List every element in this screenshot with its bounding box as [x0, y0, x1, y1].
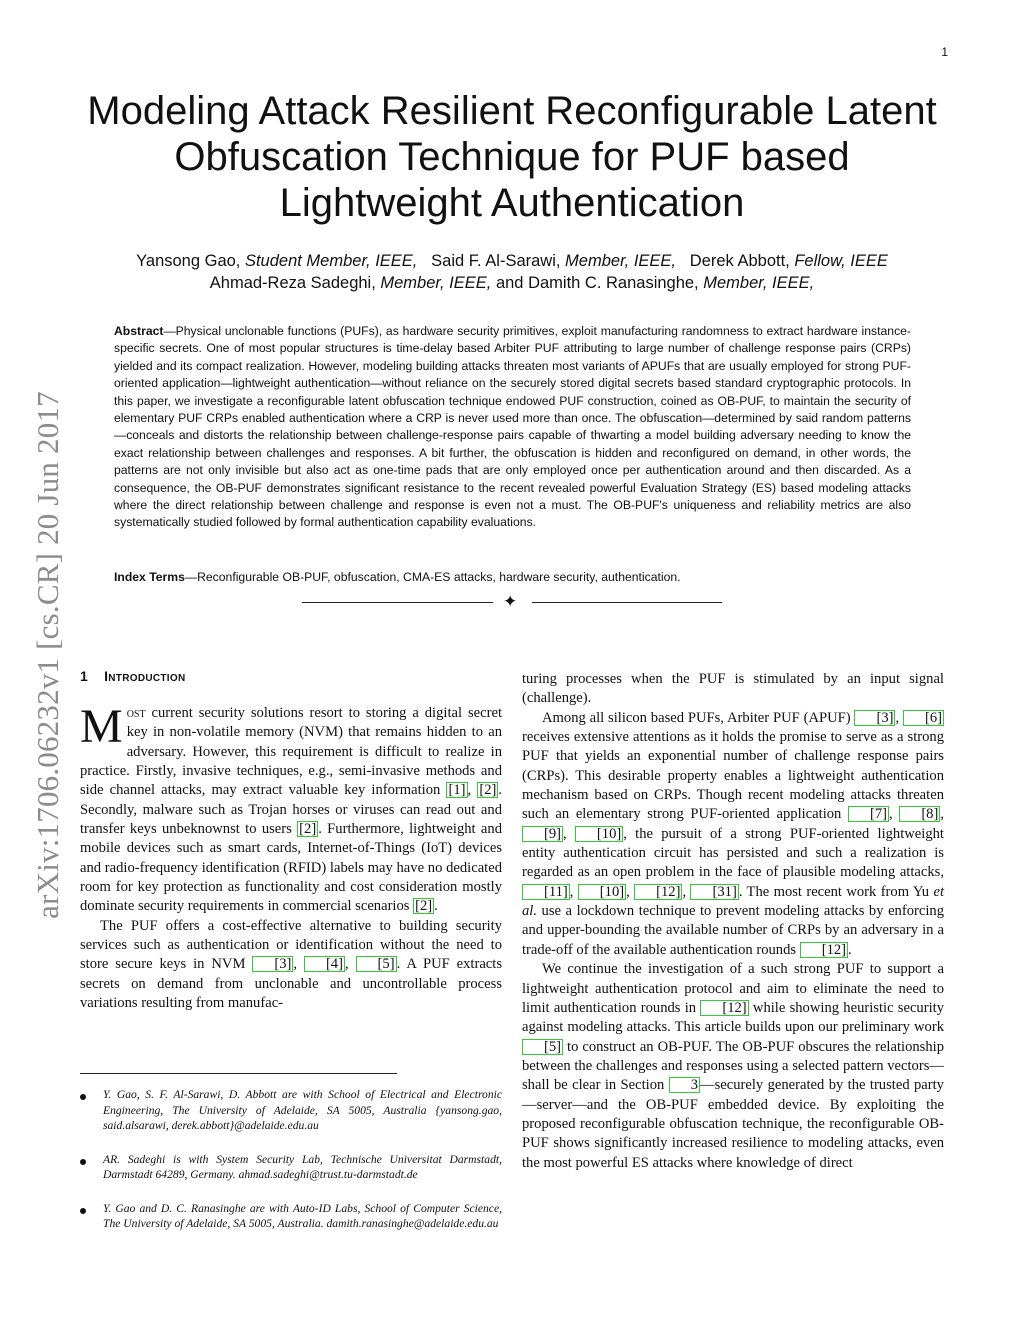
paragraph-text: ,	[344, 956, 356, 973]
paragraph-text: ,	[895, 709, 903, 726]
footnote-text: AR. Sadeghi is with System Security Lab, Technische Universitat Darmstadt, Darmstadt 64289, Germany. ahmad.sadeghi@trust.tu-darmstadt.de	[103, 1152, 502, 1181]
intro-paragraph-continued	[522, 670, 944, 709]
index-terms-text: —Reconfigurable OB-PUF, obfuscation, CMA-ES attacks, hardware security, authentication.	[184, 570, 681, 584]
abstract	[114, 323, 911, 532]
citation-link[interactable]: [8]	[899, 806, 940, 822]
paragraph-text: ,	[293, 956, 304, 973]
paragraph-text: .	[434, 898, 438, 915]
paragraph-text: ,	[889, 806, 900, 823]
title-line-2: Obfuscation Technique for PUF based	[174, 135, 850, 179]
citation-link[interactable]: [1]	[448, 782, 466, 799]
footnote-item	[80, 1087, 502, 1134]
citation-link[interactable]: [3]	[252, 956, 293, 972]
section-reference-link[interactable]: 3	[669, 1077, 700, 1093]
footnote-item	[80, 1201, 502, 1232]
footnote-rule	[80, 1073, 397, 1074]
citation-link[interactable]: [6]	[903, 710, 944, 726]
paragraph-text: . A PUF extracts secrets on demand from unclonable and uncontrollable process variations resulting from manufac-	[80, 956, 503, 1012]
index-terms-label: Index Terms	[114, 570, 185, 584]
paragraph-text: ,	[682, 883, 691, 900]
citation-link[interactable]: [3]	[854, 710, 895, 726]
citation-link[interactable]: [5]	[522, 1039, 563, 1055]
author-name: Ahmad-Reza Sadeghi,	[209, 274, 381, 292]
paragraph-text: . The most recent work from Yu	[738, 883, 934, 900]
index-terms	[114, 569, 911, 586]
paragraph-text: ,	[467, 782, 478, 799]
footnote-text: Y. Gao and D. C. Ranasinghe are with Auto-ID Labs, School of Computer Science, The University of Adelaide, SA 5005, Australia. damith.ranasinghe@adelaide.edu.au	[103, 1201, 502, 1230]
citation-link[interactable]: [9]	[522, 826, 563, 842]
citation-link[interactable]: [10]	[578, 884, 626, 900]
paragraph-text: ,	[940, 806, 944, 823]
page-number: 1	[941, 45, 948, 59]
left-column	[80, 668, 502, 1014]
lead-word: ost	[126, 705, 146, 721]
paragraph-text: use a lockdown technique to prevent modeling attacks by enforcing and upper-bounding the available number of CRPs by an adversary in a trade-off of the available authentication rounds	[522, 903, 944, 958]
paragraph-text: , the pursuit of a strong PUF-oriented lightweight entity authentication circuit has persisted and such a realization is regarded as an open problem in the face of plausible modeling attacks,	[522, 825, 944, 881]
divider-star-icon: ✦	[503, 592, 518, 611]
citation-link[interactable]: [2]	[299, 821, 317, 838]
author-name: Damith C. Ranasinghe,	[528, 274, 704, 292]
citation-link[interactable]: [2]	[415, 898, 433, 915]
paragraph-text: turing processes when the PUF is stimulated by an input signal (challenge).	[522, 671, 944, 707]
arxiv-sidebar-stamp	[18, 360, 78, 950]
intro-paragraph-3	[522, 709, 944, 960]
citation-link[interactable]: [7]	[848, 806, 889, 822]
paragraph-text: The PUF offers a cost-effective alternative to building security services such as authentication or identification without the need to store secure keys in NVM	[80, 917, 502, 973]
bullet-icon	[80, 1094, 86, 1100]
divider-line-left	[302, 602, 493, 603]
intro-paragraph-2	[80, 917, 502, 1014]
paper-title	[60, 88, 964, 226]
section-number: 1	[80, 668, 89, 684]
paragraph-text: ,	[569, 883, 578, 900]
intro-paragraph-4	[522, 960, 944, 1173]
title-line-3: Lightweight Authentication	[279, 181, 745, 225]
paragraph-text: current security solutions resort to storing a digital secret key in non-volatile memory (NVM) that remains hidden to an adversary. However, this requirement is difficult to realize in practice. Firstly, invasive techniques, e.g., semi-invasive methods and side channel attacks, may extract valuable key information	[80, 705, 502, 799]
author-role: Student Member, IEEE,	[244, 252, 418, 270]
paragraph-text: We continue the investigation of a such strong PUF to support a lightweight authentication protocol and aim to eliminate the need to limit authentication rounds in	[522, 961, 944, 1016]
citation-link[interactable]: [11]	[522, 884, 570, 900]
paragraph-text: to construct an OB-PUF. The OB-PUF obscures the relationship between the challenges and responses using a selected pattern vectors—shall be clear in Section	[522, 1038, 944, 1094]
citation-link[interactable]: [12]	[700, 1000, 748, 1016]
citation-link[interactable]: [31]	[690, 884, 738, 900]
paragraph-text: ,	[563, 825, 575, 842]
section-divider	[300, 592, 724, 614]
abstract-label: Abstract	[114, 324, 164, 338]
footnote-text: Y. Gao, S. F. Al-Sarawi, D. Abbott are with School of Electrical and Electronic Engineering, The University of Adelaide, SA 5005, Australia {yansong.gao, said.alsarawi, derek.abbott}@adelaide.edu.au	[103, 1088, 502, 1132]
author-list	[60, 250, 964, 294]
bullet-icon	[80, 1208, 86, 1214]
paragraph-text: while showing heuristic security against modeling attacks. This article builds upon our preliminary work	[522, 999, 944, 1036]
citation-link[interactable]: [5]	[356, 956, 397, 972]
paragraph-text: receives extensive attentions as it holds the promise to serve as a strong PUF that yields an exponential number of challenge response pairs (CRPs). This desirable property enables a lightweight authentication mechanism based on CRPs. Though recent modeling attacks threaten such an elementary strong PUF-oriented application	[522, 729, 944, 823]
title-line-1: Modeling Attack Resilient Reconfigurable Latent	[87, 89, 937, 133]
footnotes	[80, 1087, 502, 1250]
author-role: Member, IEEE,	[380, 274, 492, 292]
intro-paragraph-1	[80, 700, 503, 917]
paragraph-text: —securely generated by the trusted party—server—and the OB-PUF embedded device. By exploiting the proposed reconfigurable obfuscation technique, the reconfigurable OB-PUF shows significantly increased resilience to modeling attacks, even the most powerful ES attacks where knowledge of direct	[522, 1077, 944, 1171]
citation-link[interactable]: [12]	[800, 942, 848, 958]
author-name: Said F. Al-Sarawi,	[431, 252, 566, 270]
citation-link[interactable]: [12]	[634, 884, 682, 900]
dropcap-letter: M	[80, 700, 123, 753]
paragraph-text: Among all silicon based PUFs, Arbiter PUF (APUF)	[542, 709, 855, 726]
section-title: Introduction	[104, 668, 186, 684]
footnote-item	[80, 1152, 502, 1183]
citation-link[interactable]: [4]	[304, 956, 345, 972]
author-conjunction: and	[491, 274, 529, 292]
paragraph-text: .	[848, 941, 852, 958]
right-column	[522, 670, 944, 1173]
paragraph-text: . Secondly, malware such as Trojan horses or viruses can read out and transfer keys unbeknownst to users	[80, 782, 503, 838]
section-heading	[80, 668, 502, 684]
et-al-text: et al.	[522, 883, 945, 920]
divider-line-right	[532, 602, 722, 603]
author-name: Derek Abbott,	[689, 252, 795, 270]
paragraph-text: ,	[626, 883, 635, 900]
arxiv-identifier: arXiv:1706.06232v1 [cs.CR] 20 Jun 2017	[30, 391, 65, 919]
citation-link[interactable]: [10]	[575, 826, 623, 842]
citation-link[interactable]: [2]	[479, 782, 497, 799]
author-role: Fellow, IEEE	[794, 252, 888, 270]
author-role: Member, IEEE,	[703, 274, 815, 292]
paragraph-text: . Furthermore, lightweight and mobile devices such as smart cards, Internet-of-Things (IoT) devices and radio-frequency identification (RFID) labels may have no dedicated room for key protection as functionality and cost consideration mostly dominate security requirements in commercial scenarios	[80, 821, 502, 915]
abstract-text: —Physical unclonable functions (PUFs), as hardware security primitives, exploit manufacturing randomness to extract hardware instance-specific secrets. One of most popular structures is time-delay based Arbiter PUF attributing to large number of challenge response pairs (CRPs) yielded and its compact realization. However, modeling building attacks threaten most variants of APUFs that are usually employed for strong PUF-oriented application—lightweight authentication—without reliance on the securely stored digital secrets based standard cryptographic protocols. In this paper, we investigate a reconfigurable latent obfuscation technique endowed PUF construction, coined as OB-PUF, to maintain the security of elementary PUF CRPs enabled authentication where a CRP is never used more than once. The obfuscation—determined by said random patterns—conceals and distorts the relationship between challenge-response pairs capable of thwarting a model building adversary needing to know the exact relationship between challenges and responses. A bit further, the obfuscation is hidden and reconfigured on demand, in other words, the patterns are not only invisible but also act as one-time pads that are only employed once per authentication around and then discarded. As a consequence, the OB-PUF demonstrates significant resistance to the recent revealed powerful Evaluation Strategy (ES) based modeling attacks where the direct relationship between challenge and response is even not a must. The OB-PUF's uniqueness and reliability metrics are also systematically studied followed by formal authentication capability evaluations.	[114, 324, 911, 530]
author-role: Member, IEEE,	[565, 252, 677, 270]
author-name: Yansong Gao,	[136, 252, 245, 270]
bullet-icon	[80, 1159, 86, 1165]
